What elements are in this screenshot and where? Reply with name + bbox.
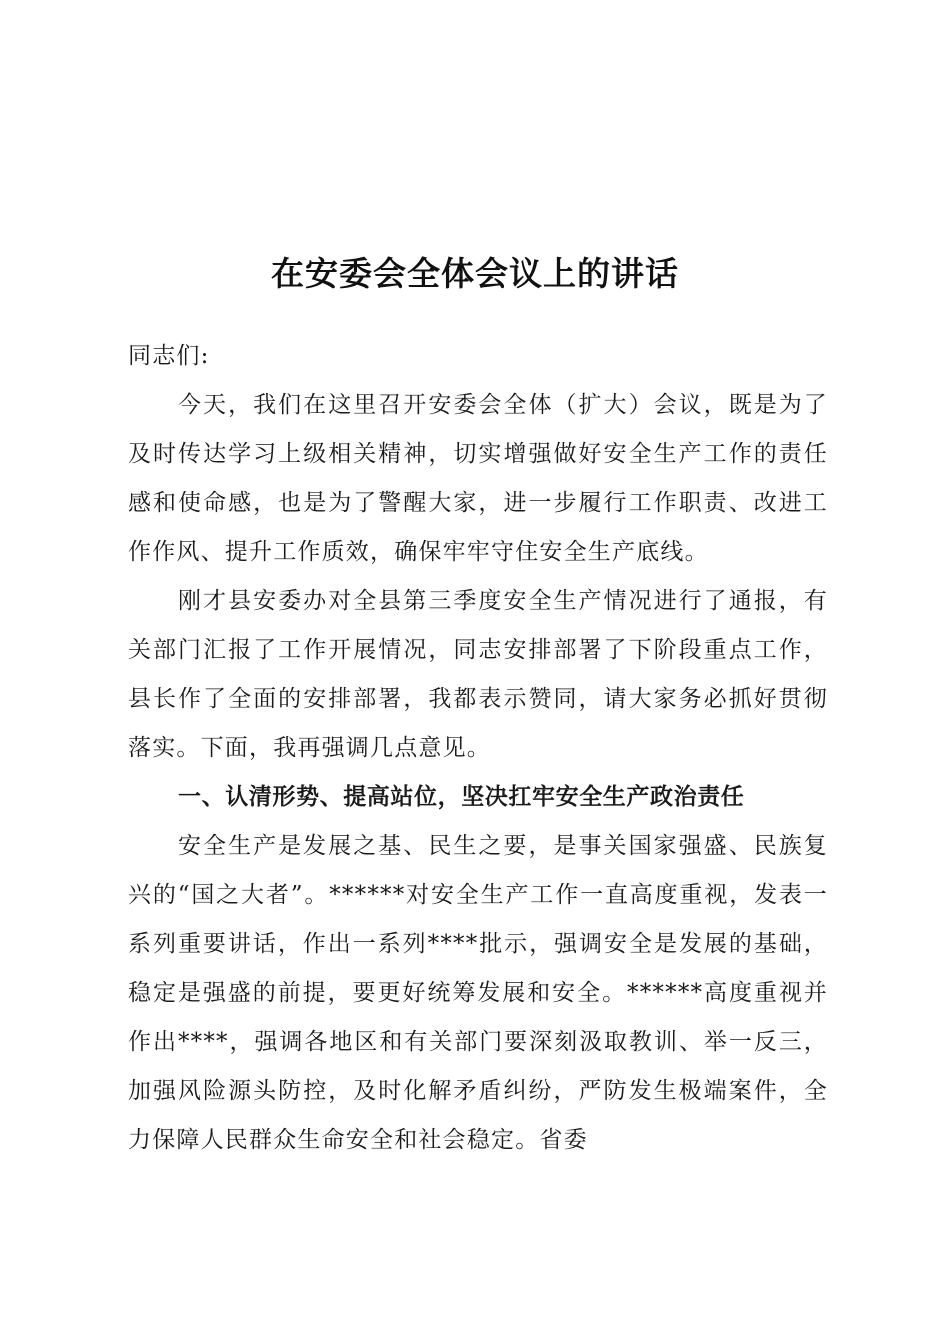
report-paragraph: 刚才县安委办对全县第三季度安全生产情况进行了通报，有关部门汇报了工作开展情况，同志安排部署了下阶段重点工作，县长作了全面的安排部署，我都表示赞同，请大家务必抓好贯彻落实。下面，我再强调几点意见。 <box>128 588 828 761</box>
opening-paragraph: 今天，我们在这里召开安委会全体（扩大）会议，既是为了及时传达学习上级相关精神，切实增强做好安全生产工作的责任感和使命感，也是为了警醒大家，进一步履行工作职责、改进工作作风、提升工作质效，确保牢牢守住安全生产底线。 <box>128 392 828 565</box>
document-body <box>128 332 828 1165</box>
salutation: 同志们: <box>128 343 210 369</box>
document-title: 在安委会全体会议上的讲话 <box>271 254 679 294</box>
section-heading: 一、认清形势、提高站位，坚决扛牢安全生产政治责任 <box>178 784 745 810</box>
section-paragraph: 安全生产是发展之基、民生之要，是事关国家强盛、民族复兴的“国之大者”。******对安全生产工作一直高度重视，发表一系列重要讲话，作出一系列****批示，强调安全是发展的基础，稳定是强盛的前提，要更好统筹发展和安全。******高度重视并作出****，强调各地区和有关部门要深刻汲取教训、举一反三，加强风险源头防控，及时化解矛盾纠纷，严防发生极端案件，全力保障人民群众生命安全和社会稳定。省委 <box>128 833 828 1153</box>
